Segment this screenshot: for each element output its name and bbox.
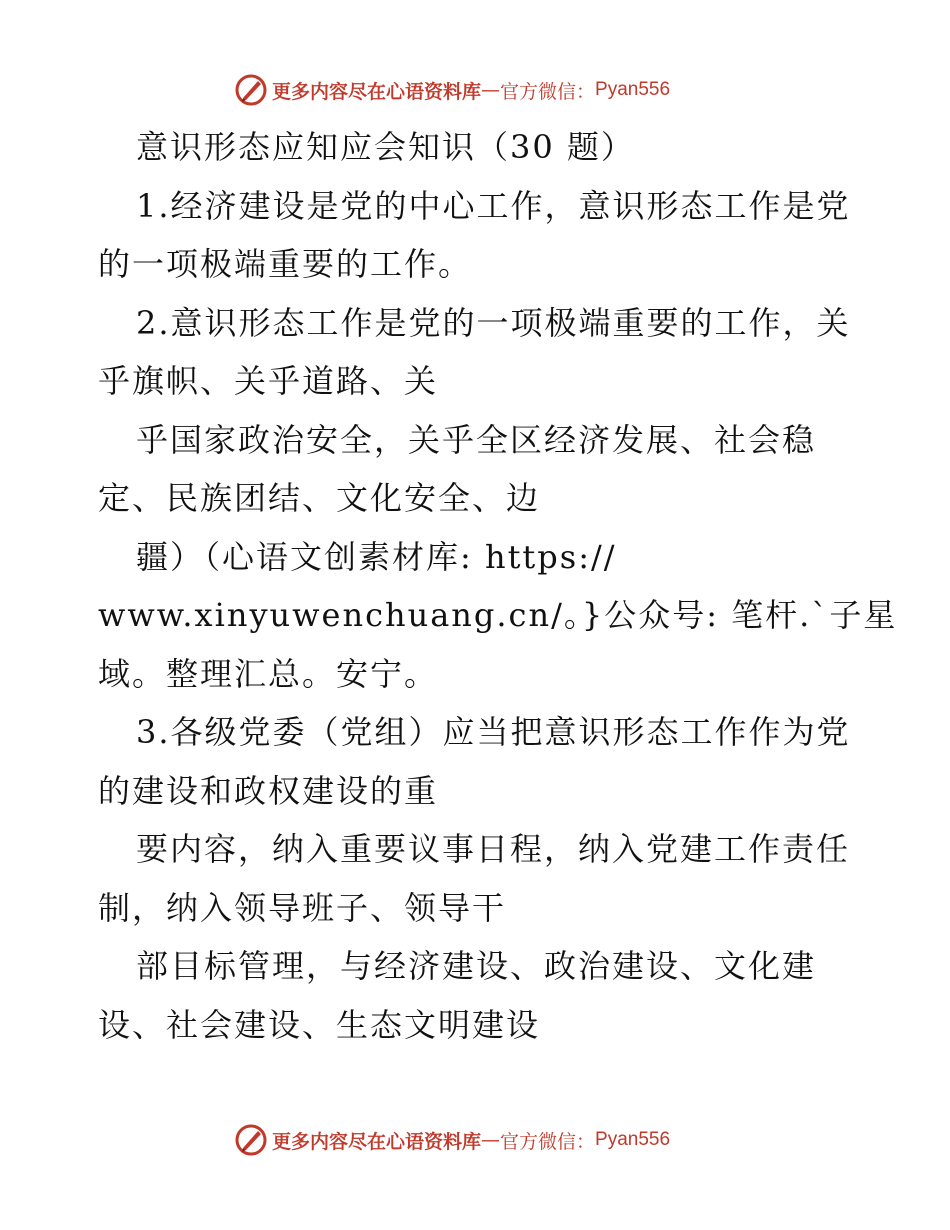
text-line: 设、社会建设、生态文明建设: [98, 1005, 541, 1044]
text-line: 的建设和政权建设的重: [98, 771, 439, 810]
text-line: 的一项极端重要的工作。: [98, 245, 473, 283]
quill-pen-logo-icon: [234, 73, 268, 107]
text-line: 制，纳入领导班子、领导干: [98, 888, 507, 927]
watermark-site-text: 更多内容尽在心语资料库: [272, 80, 482, 103]
document-body: [98, 118, 898, 1054]
text-line: 要内容，纳入重要议事日程，纳入党建工作责任: [136, 830, 851, 868]
text-line: 部目标管理，与经济建设、政治建设、文化建: [136, 947, 817, 985]
quill-pen-logo-icon: [234, 1123, 268, 1157]
text-line: 1.经济建设是党的中心工作，意识形态工作是党: [136, 186, 851, 225]
text-line: 3.各级党委（党组）应当把意识形态工作作为党: [136, 713, 851, 751]
watermark-banner-bottom: [234, 1122, 670, 1158]
watermark-wechat-id: Pyan556: [595, 79, 671, 100]
text-line: 疆）（心语文创素材库: https://: [136, 537, 617, 576]
text-line: 乎旗帜、关乎道路、关: [98, 362, 439, 400]
watermark-banner-top: [234, 72, 670, 108]
watermark-separator: —: [481, 1129, 501, 1151]
watermark-wechat-label: 官方微信：: [500, 80, 596, 103]
watermark-wechat-label: 官方微信：: [500, 1130, 596, 1153]
watermark-separator: —: [481, 79, 501, 101]
text-line: www.xinyuwenchuang.cn/。}公众号: 笔杆.`子星: [98, 596, 898, 634]
text-line: 定、民族团结、文化安全、边: [98, 479, 541, 517]
document-title: 意识形态应知应会知识（30 题）: [136, 128, 635, 166]
text-line: 2.意识形态工作是党的一项极端重要的工作，关: [136, 303, 851, 342]
text-line: 乎国家政治安全，关乎全区经济发展、社会稳: [136, 420, 817, 459]
text-line: 域。整理汇总。安宁。: [98, 654, 439, 693]
watermark-wechat-id: Pyan556: [595, 1129, 671, 1150]
watermark-site-text: 更多内容尽在心语资料库: [272, 1130, 482, 1153]
